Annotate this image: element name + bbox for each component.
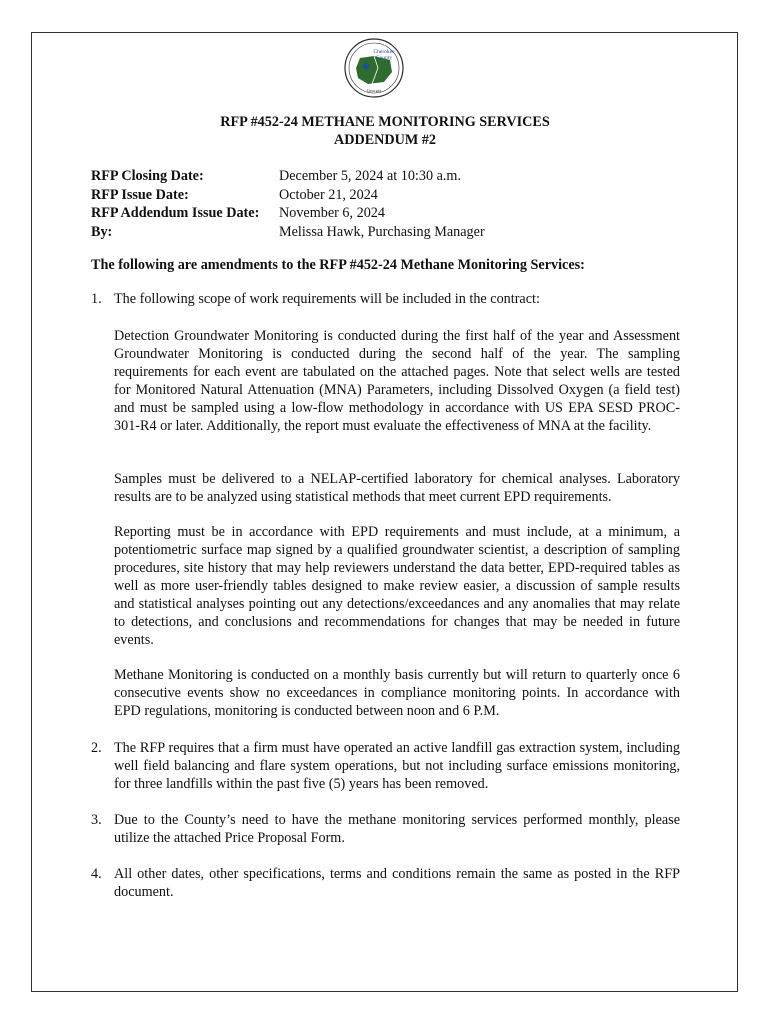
svg-text:County: County (375, 55, 393, 61)
addendum-date-value: November 6, 2024 (279, 205, 385, 221)
addendum-title: ADDENDUM #2 (333, 132, 437, 148)
amendment-item-1 (91, 290, 680, 308)
item-text: The RFP requires that a firm must have operated an active landfill gas extraction system, including well field balancing and flare system operations, but not including surface emissions monitoring, for three landfills within the past five (5) years has been removed. (114, 740, 680, 792)
closing-date-label: RFP Closing Date: (91, 168, 204, 184)
amendment-item-3 (91, 811, 680, 847)
issue-date-label: RFP Issue Date: (91, 186, 189, 203)
by-value: Melissa Hawk, Purchasing Manager (279, 223, 485, 240)
amendment-item-2 (91, 739, 680, 793)
amendments-intro: The following are amendments to the RFP #452-24 Methane Monitoring Services: (91, 257, 585, 273)
amendment-item-4 (91, 865, 680, 901)
closing-date-row (91, 167, 485, 186)
scope-paragraph-samples: Samples must be delivered to a NELAP-certified laboratory for chemical analyses. Laboratory results are to be analyzed using statistical methods that meet current EPD requirements. (114, 471, 680, 505)
addendum-date-row (91, 204, 485, 223)
item-number: 2. (91, 740, 102, 756)
scope-paragraph-methane: Methane Monitoring is conducted on a monthly basis currently but will return to quarterly once 6 consecutive events show no exceedances in compliance monitoring points. In accordance with EPD regulations, monitoring is conducted between noon and 6 P.M. (114, 667, 680, 719)
document-title: RFP #452-24 METHANE MONITORING SERVICES (220, 114, 550, 130)
svg-text:Cherokee: Cherokee (373, 49, 395, 55)
by-label: By: (91, 223, 113, 240)
issue-date-row (91, 186, 485, 205)
scope-paragraph-reporting: Reporting must be in accordance with EPD requirements and must include, at a minimum, a potentiometric surface map signed by a qualified groundwater scientist, a description of sampling procedures, site history that may help reviewers understand the data better, EPD-required tables as well as more user-friendly tables designed to make review easier, a discussion of sample results and statistical analyses pointing out any detections/exceedances and any anomalies that may relate to detections, and conclusions and recommendations for changes that may be needed in future events. (114, 524, 680, 648)
item-number: 1. (91, 291, 102, 307)
issue-date-value: October 21, 2024 (279, 186, 378, 203)
item-number: 3. (91, 812, 102, 828)
svg-text:Georgia: Georgia (366, 88, 382, 93)
rfp-meta (91, 167, 485, 241)
closing-date-value: December 5, 2024 at 10:30 a.m. (279, 168, 462, 184)
county-seal-logo (344, 38, 404, 98)
item-text: Due to the County’s need to have the methane monitoring services performed monthly, please utilize the attached Price Proposal Form. (114, 812, 680, 846)
addendum-date-label: RFP Addendum Issue Date: (91, 205, 260, 221)
item-text: All other dates, other specifications, terms and conditions remain the same as posted in the RFP document. (114, 866, 680, 900)
by-row (91, 223, 485, 242)
scope-paragraph-detection: Detection Groundwater Monitoring is conducted during the first half of the year and Assessment Groundwater Monitoring is conducted during the second half of the year. The sampling requirements for each event are tabulated on the attached pages. Note that select wells are tested for Monitored Natural Attenuation (MNA) Parameters, including Dissolved Oxygen (a field test) and must be sampled using a low-flow methodology in accordance with US EPA SESD PROC-301-R4 or later. Additionally, the report must evaluate the effectiveness of MNA at the facility. (114, 328, 680, 434)
item-number: 4. (91, 866, 102, 882)
item-text: The following scope of work requirements will be included in the contract: (114, 291, 540, 307)
